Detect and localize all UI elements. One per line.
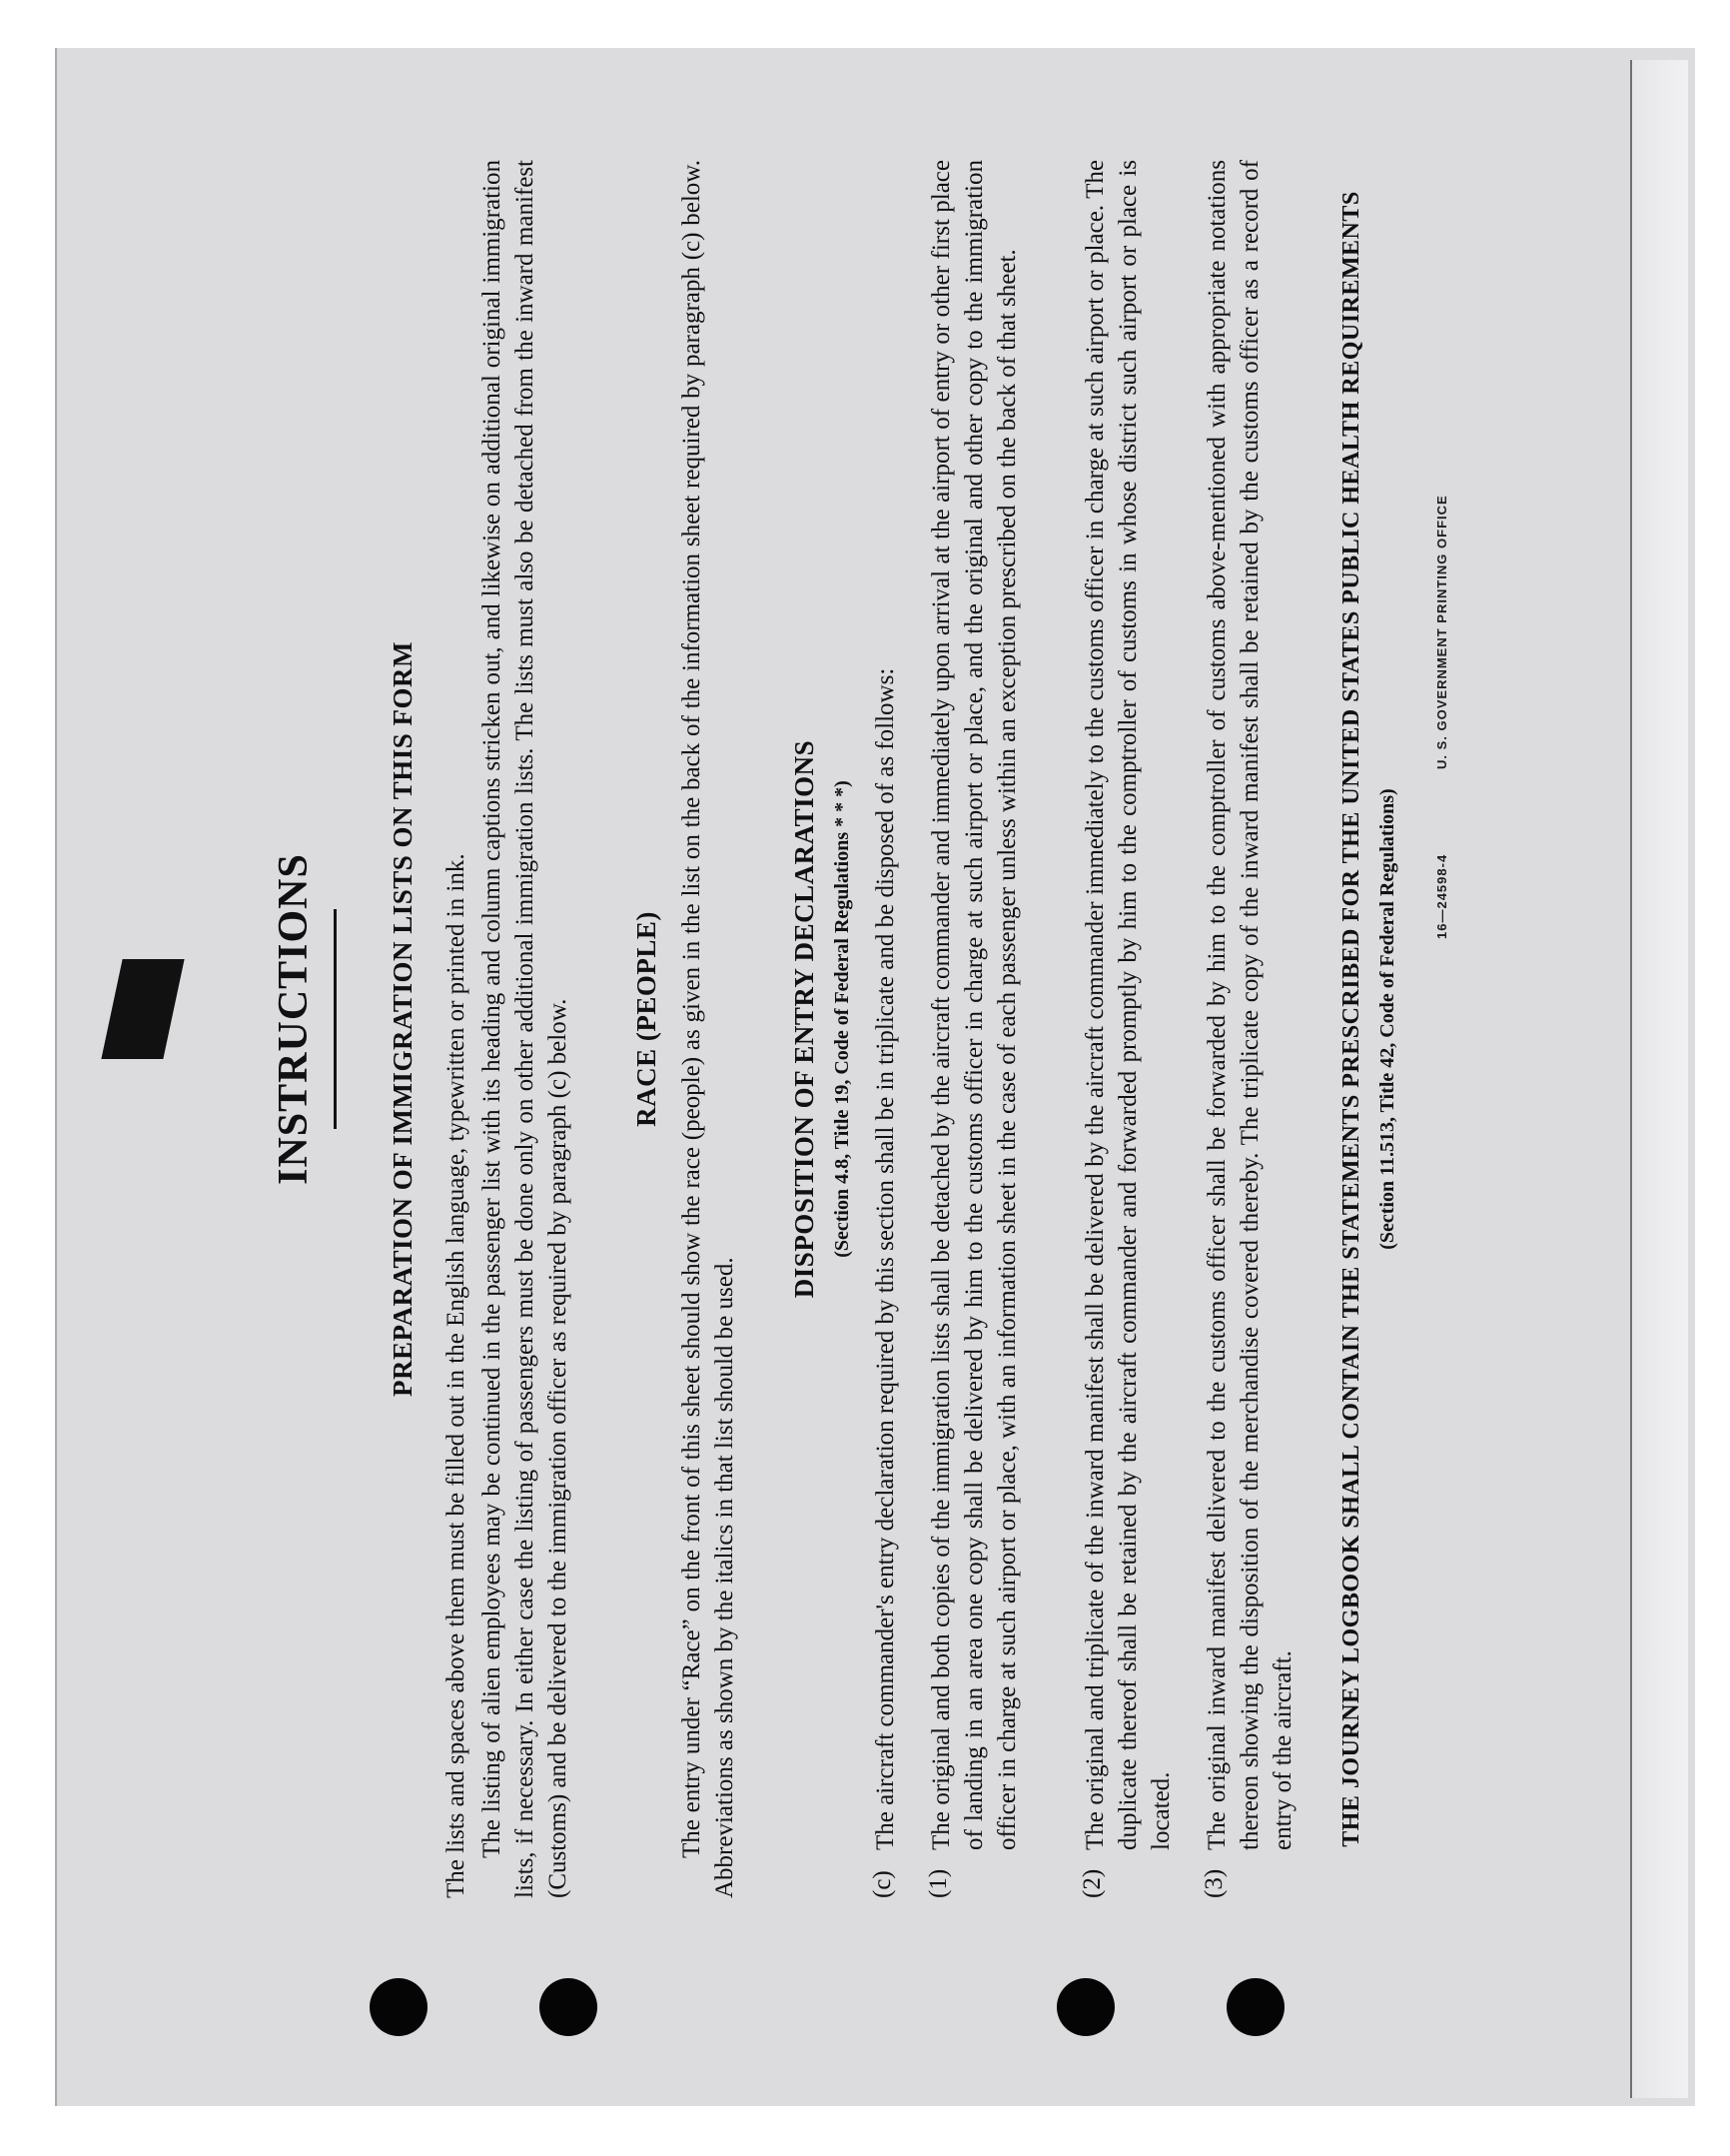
item-marker-c: (c) — [869, 1870, 896, 1898]
list-item: The original and both copies of the immigration lists shall be detached by the aircraft commander and immediately upon arrival at the airport of entry or other first place of landing in an area one copy shall be delivered by him to the customs officer in charge at such airport or place, and the original and other copy to the immigration officer in charge at such airport or place, with an information sheet in the case of each passenger unless within an exception prescribed on the back of that sheet. — [928, 160, 1021, 1850]
citation-disposition: (Section 4.8, Title 19, Code of Federal Regulations * * *) — [831, 780, 853, 1258]
list-item: The original inward manifest delivered to the customs officer shall be forwarded by him to the comptroller of customs above-mentioned with appropriate notations thereon showing the disposition of the merchandise covered thereby. The triplicate copy of the inward manifest shall be retained by the customs officer as a record of entry of the aircraft. — [1204, 160, 1297, 1850]
paragraph-preparation-2: The listing of alien employees may be continued in the passenger list with its heading and column captions stricken out, and likewise on additional original immigration lists, if necessary. In either case the listing of passengers must be done only on other additional immigration lists. The lists must also be detached from the inward manifest (Customs) and be delivered to the immigration officer as required by paragraph (c) below. — [478, 160, 571, 1898]
punch-hole — [370, 1978, 428, 2036]
list-item: The original and triplicate of the inward manifest shall be delivered by the aircraft commander immediately to the customs officer in charge at such airport or place. The duplicate thereof shall be retained by the aircraft commander and forwarded promptly by him to the comptroller of customs in whose district such airport or place is located. — [1082, 160, 1175, 1850]
document-body — [271, 80, 1730, 1958]
section-heading-race: RACE (PEOPLE) — [631, 911, 661, 1127]
citation-logbook: (Section 11.513, Title 42, Code of Federal Regulations) — [1376, 788, 1398, 1250]
section-heading-logbook: THE JOURNEY LOGBOOK SHALL CONTAIN THE STATEMENTS PRESCRIBED FOR THE UNITED STATES PUBLIC HEALTH REQUIREMENTS — [1338, 191, 1364, 1847]
paragraph-disposition-intro: The aircraft commander's entry declaration required by this section shall be in triplicate and be disposed of as follows: — [872, 667, 899, 1850]
section-heading-preparation: PREPARATION OF IMMIGRATION LISTS ON THIS FORM — [388, 640, 418, 1398]
item-marker-2: (2) — [1079, 1868, 1106, 1898]
item-marker-3: (3) — [1201, 1868, 1228, 1898]
title-underline — [334, 909, 337, 1129]
printer-office: U. S. GOVERNMENT PRINTING OFFICE — [1434, 495, 1449, 769]
item-marker-1: (1) — [925, 1868, 952, 1898]
punch-hole — [539, 1978, 597, 2036]
paragraph-preparation-1: The lists and spaces above them must be filled out in the English language, typewritten or printed in ink. — [442, 853, 469, 1898]
document-title: INSTRUCTIONS — [271, 853, 317, 1185]
punch-hole — [1057, 1978, 1115, 2036]
section-heading-disposition: DISPOSITION OF ENTRY DECLARATIONS — [789, 739, 819, 1299]
paragraph-race: The entry under “Race” on the front of this sheet should show the race (people) as given in the list on the back of the information sheet required by paragraph (c) below. Abbreviations as shown by the italics in that list should be used. — [678, 160, 738, 1898]
printer-mark: 16—24598-4 — [1434, 853, 1449, 939]
punch-hole — [1227, 1978, 1285, 2036]
